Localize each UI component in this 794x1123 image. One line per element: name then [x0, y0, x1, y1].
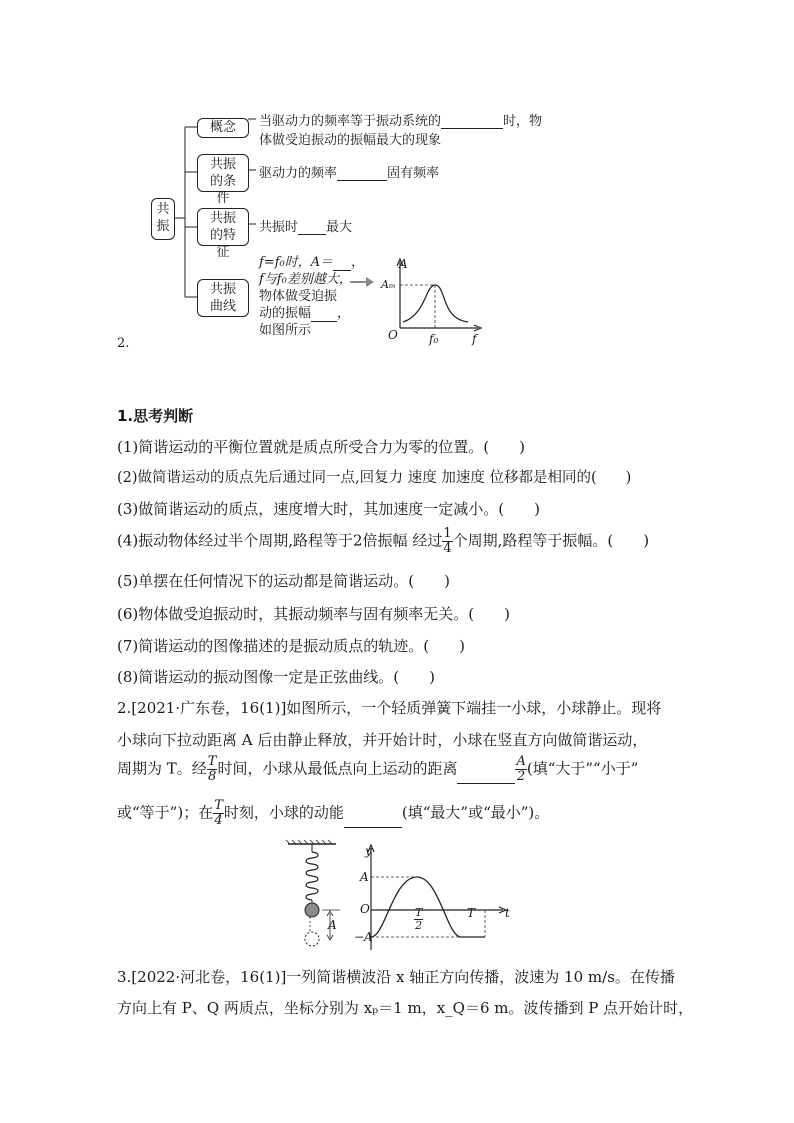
fraction: $\frac{T}{4}$ [214, 798, 223, 828]
node-concept [197, 118, 249, 138]
graph-am-label: Aₘ [381, 278, 396, 291]
feature-text: 共振时 最大 [259, 220, 353, 235]
fraction: $\frac{A}{2}$ [516, 754, 526, 784]
judge-item-8: (8)简谐运动的振动图像一定是正弦曲线。( ) [117, 668, 435, 686]
concept-text-line1: 当驱动力的频率等于振动系统的 时，物 [259, 114, 543, 129]
graph-origin: O [388, 328, 398, 342]
q2-line4: 或“等于”)；在 $\frac{T}{4}$ 时刻，小球的动能 (填“最大”或“最小”)。 [117, 798, 550, 828]
node-curve-label: 共振曲线 [209, 282, 236, 314]
node-condition-label: 共振的条件 [209, 157, 236, 206]
graph-negA: −A [354, 930, 373, 944]
condition-text: 驱动力的频率 固有频率 [259, 166, 440, 181]
node-feature-label: 共振的特征 [209, 211, 236, 260]
q2-line2: 小球向下拉动距离 A 后由静止释放，并开始计时，小球在竖直方向做简谐运动， [117, 731, 648, 749]
judge-item-7: (7)简谐运动的图像描述的是振动质点的轨迹。( ) [117, 637, 465, 655]
fraction: $\frac{T}{8}$ [207, 754, 217, 784]
fraction: $\frac{1}{4}$ [443, 526, 452, 556]
graph-f: f [472, 332, 477, 346]
item-number: 2. [117, 336, 130, 351]
judge-item-6: (6)物体做受迫振动时，其振动频率与固有频率无关。( ) [117, 605, 510, 623]
graph-O: O [360, 902, 370, 916]
blank [337, 168, 387, 181]
graph-f0: f₀ [429, 332, 439, 346]
q3-line2: 方向上有 P、Q 两质点，坐标分别为 xₚ＝1 m，x_Q＝6 m。波传播到 P 点开始计时， [117, 999, 694, 1017]
graph-y-label: A [399, 257, 408, 271]
node-condition [197, 154, 249, 206]
graph-T: T [467, 906, 476, 920]
oscillation-graph [355, 840, 525, 955]
graph-T-half: $\frac{T}{2}$ [415, 906, 423, 932]
concept-text-line2: 体做受迫振动的振幅最大的现象 [259, 133, 442, 148]
node-concept-label: 概念 [209, 120, 236, 135]
spring-figure [284, 840, 344, 955]
graph-A: A [360, 870, 369, 884]
judge-item-1: (1)简谐运动的平衡位置就是质点所受合力为零的位置。( ) [117, 438, 525, 456]
blank [441, 116, 503, 129]
section-title: 1.思考判断 [117, 407, 194, 425]
node-curve [197, 279, 249, 317]
blank [457, 769, 515, 784]
judge-item-3: (3)做简谐运动的质点，速度增大时，其加速度一定减小。( ) [117, 500, 540, 518]
spring-a-label: A [328, 918, 337, 932]
q2-line1: 2.[2021·广东卷，16(1)]如图所示，一个轻质弹簧下端挂一小球，小球静止。现将 [117, 699, 662, 717]
graph-t: t [505, 906, 510, 920]
judge-item-4: (4)振动物体经过半个周期,路程等于2倍振幅 经过 $\frac{1}{4}$ 个周期,路程等于振幅。( ) [117, 526, 650, 556]
curve-text: f=f₀时，A＝ ， f与f₀差别越大， 物体做受迫振 动的振幅 ， 如图所示 [259, 255, 365, 338]
root-node [151, 198, 175, 240]
root-label: 共振 [156, 202, 170, 234]
graph-y: y [365, 844, 372, 858]
q3-line1: 3.[2022·河北卷，16(1)]一列简谐横波沿 x 轴正方向传播，波速为 10 m/s。在传播 [117, 968, 675, 986]
node-feature [197, 208, 249, 260]
blank [344, 813, 402, 828]
q2-line3: 周期为 T。经 $\frac{T}{8}$ 时间，小球从最低点向上运动的距离 $\frac{A}{2}$ (填“大于”“小于” [117, 754, 639, 784]
judge-item-5: (5)单摆在任何情况下的运动都是简谐运动。( ) [117, 572, 450, 590]
blank [311, 309, 337, 322]
blank [298, 222, 326, 235]
judge-item-2: (2)做简谐运动的质点先后通过同一点,回复力 速度 加速度 位移都是相同的( ) [117, 470, 632, 486]
blank [333, 258, 351, 271]
